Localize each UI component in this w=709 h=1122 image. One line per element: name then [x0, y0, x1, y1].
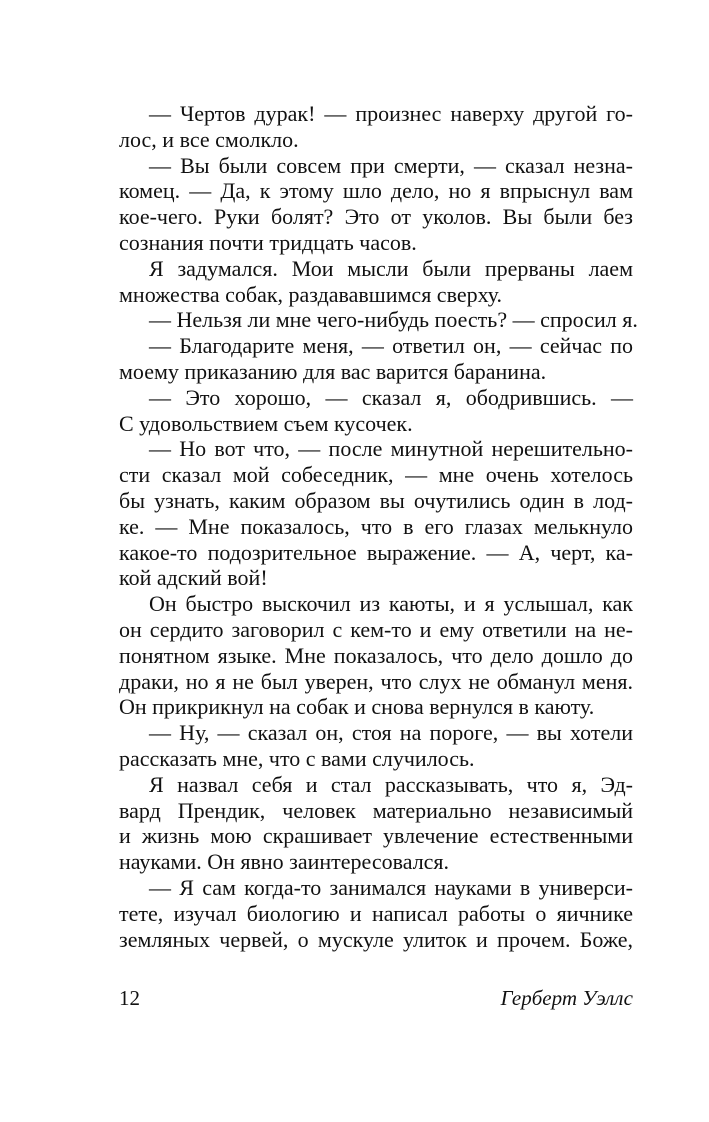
text-line: Он быстро выскочил из каюты, и я услышал, как	[149, 591, 633, 617]
page-footer	[119, 986, 633, 1016]
text-line: науками. Он явно заинтересовался.	[119, 849, 450, 875]
text-line: вард Прендик, человек материально независимый	[119, 797, 633, 823]
running-head-author: Герберт Уэллс	[500, 986, 633, 1010]
text-line: — Нельзя ли мне чего-нибудь поесть? — спросил я.	[149, 307, 638, 333]
text-line: — Благодарите меня, — ответил он, — сейчас по	[149, 333, 633, 359]
text-line: сознания почти тридцать часов.	[119, 229, 417, 255]
text-line: он сердито заговорил с кем-то и ему ответили на не-	[119, 616, 633, 642]
text-line: драки, но я не был уверен, что слух не обманул меня.	[119, 668, 633, 694]
body-text	[119, 101, 638, 952]
text-line: бы узнать, каким образом вы очутились один в лод-	[119, 487, 633, 513]
text-line: кой адский вой!	[119, 565, 268, 591]
text-line: лос, и все смолкло.	[119, 126, 299, 152]
text-line: комец. — Да, к этому шло дело, но я впрыснул вам	[119, 178, 633, 204]
text-line: — Вы были совсем при смерти, — сказал незна-	[149, 152, 633, 178]
text-line: — Но вот что, — после минутной нерешительно-	[149, 436, 633, 462]
text-line: — Ну, — сказал он, стоя на пороге, — вы хотели	[149, 720, 633, 746]
text-line: понятном языке. Мне показалось, что дело дошло до	[119, 642, 633, 668]
text-line: — Чертов дурак! — произнес наверху другой го-	[149, 101, 633, 126]
text-line: моему приказанию для вас варится баранина.	[119, 358, 547, 384]
text-line: сти сказал мой собеседник, — мне очень хотелось	[119, 462, 633, 488]
text-line: какое-то подозрительное выражение. — А, черт, ка-	[119, 539, 633, 565]
text-line: и жизнь мою скрашивает увлечение естественными	[119, 823, 633, 849]
text-line: множества собак, раздававшимся сверху.	[119, 281, 503, 307]
text-line: С удовольствием съем кусочек.	[119, 410, 413, 436]
text-line: Я назвал себя и стал рассказывать, что я, Эд-	[149, 771, 633, 797]
text-line: рассказать мне, что с вами случилось.	[119, 745, 475, 771]
text-line: тете, изучал биологию и написал работы о яичнике	[119, 900, 633, 926]
text-line: Он прикрикнул на собак и снова вернулся в каюту.	[119, 694, 595, 720]
text-line: Я задумался. Мои мысли были прерваны лаем	[149, 255, 633, 281]
text-line: ке. — Мне показалось, что в его глазах мелькнуло	[119, 513, 633, 539]
page-number: 12	[119, 986, 140, 1010]
text-line: — Это хорошо, — сказал я, ободрившись. —	[149, 384, 633, 410]
text-line: — Я сам когда-то занимался науками в универси-	[149, 874, 633, 900]
text-line: земляных червей, о мускуле улиток и прочем. Боже,	[119, 926, 633, 952]
text-line: кое-чего. Руки болят? Это от уколов. Вы были без	[119, 204, 633, 230]
